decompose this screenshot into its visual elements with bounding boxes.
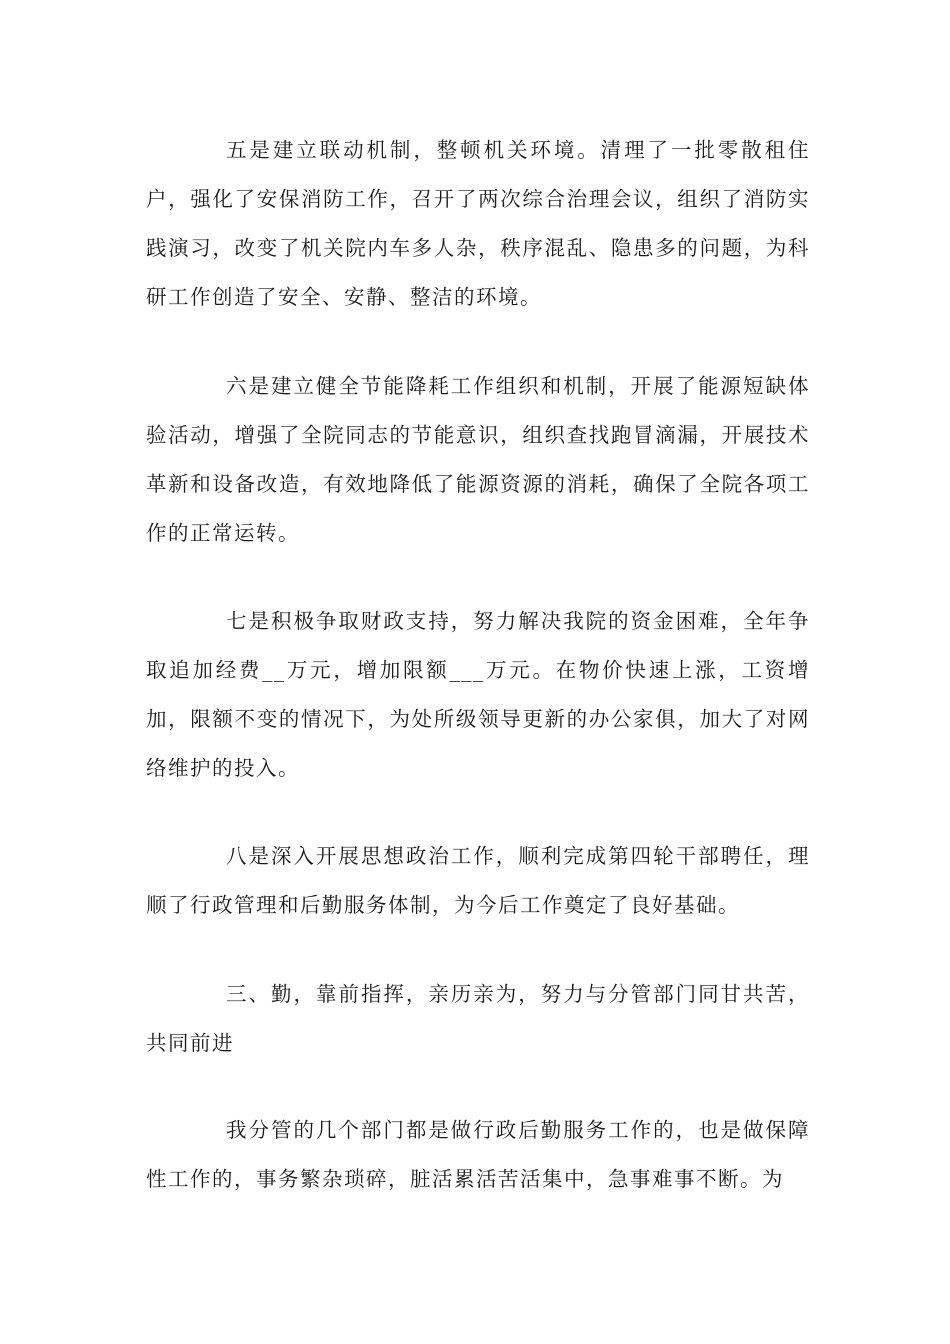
paragraph-linkage-mechanism: 五是建立联动机制，整顿机关环境。清理了一批零散租住户，强化了安保消防工作，召开了两次综合治理会议，组织了消防实践演习，改变了机关院内车多人杂，秩序混乱、隐患多的问题，为科研工作创造了安全、安静、整洁的环境。 xyxy=(146,138,810,309)
section-heading-diligence: 三、勤，靠前指挥，亲历亲为，努力与分管部门同甘共苦，共同前进 xyxy=(146,982,810,1055)
paragraph-political-work: 八是深入开展思想政治工作，顺利完成第四轮干部聘任，理顺了行政管理和后勤服务体制，为今后工作奠定了良好基础。 xyxy=(146,844,810,917)
paragraph-energy-saving: 六是建立健全节能降耗工作组织和机制，开展了能源短缺体验活动，增强了全院同志的节能意识，组织查找跑冒滴漏，开展技术革新和设备改造，有效地降低了能源资源的消耗，确保了全院各项工作的正常运转。 xyxy=(146,374,810,545)
paragraph-departments: 我分管的几个部门都是做行政后勤服务工作的，也是做保障性工作的，事务繁杂琐碎，脏活累活苦活集中，急事难事不断。为 xyxy=(146,1118,810,1191)
paragraph-financial-support: 七是积极争取财政支持，努力解决我院的资金困难，全年争取追加经费__万元，增加限额___万元。在物价快速上涨，工资增加，限额不变的情况下，为处所级领导更新的办公家俱，加大了对网络维护的投入。 xyxy=(146,609,810,780)
